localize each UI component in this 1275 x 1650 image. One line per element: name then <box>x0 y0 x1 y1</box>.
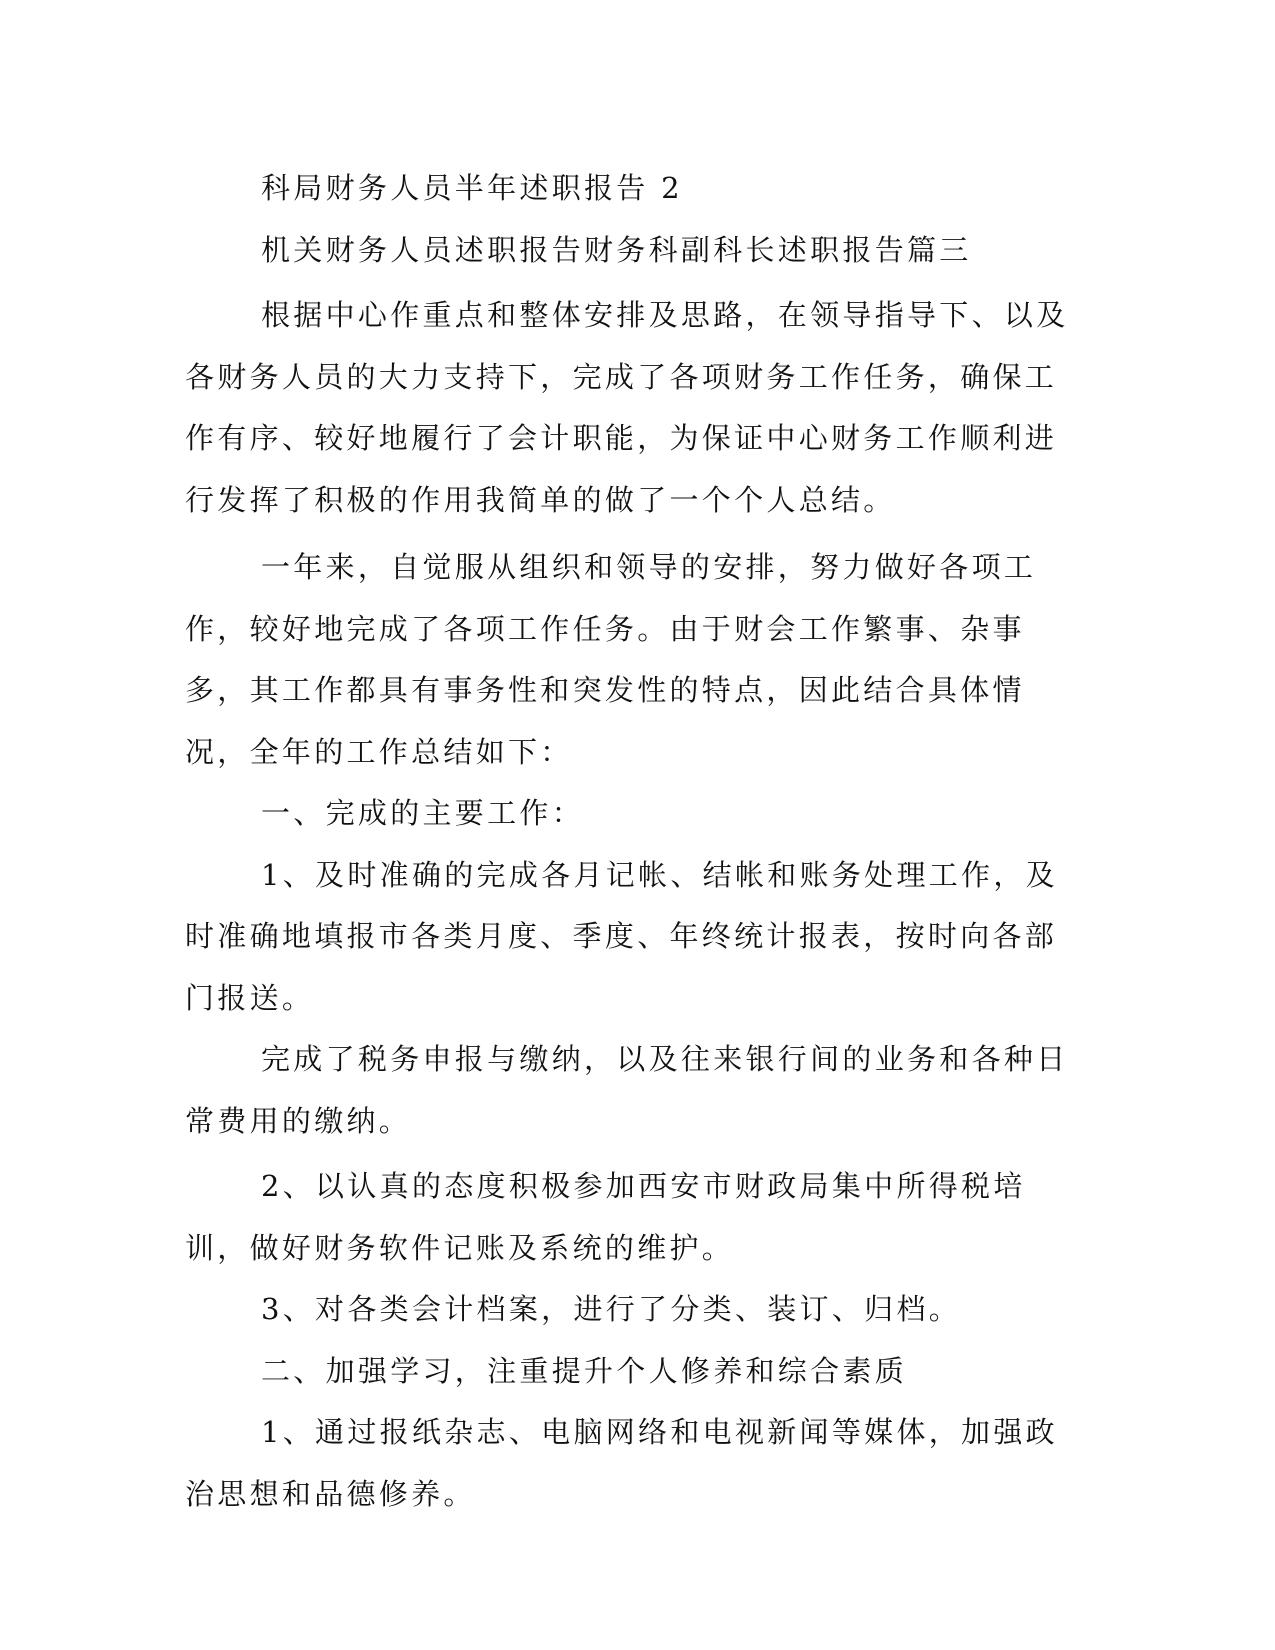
section-heading-main-work: 一、完成的主要工作： <box>261 796 585 830</box>
list-item-media-study: 1、通过报纸杂志、电脑网络和电视新闻等媒体，加强政治思想和品德修养。 <box>185 1415 1058 1511</box>
document-subtitle: 机关财务人员述职报告财务科副科长述职报告篇三 <box>261 232 972 267</box>
document-body <box>185 158 1075 1525</box>
list-item-bookkeeping: 1、及时准确的完成各月记帐、结帐和账务处理工作，及时准确地填报市各类月度、季度、年终统计报表，按时向各部门报送。 <box>185 857 1058 1015</box>
paragraph-intro: 根据中心作重点和整体安排及思路，在领导指导下、以及各财务人员的大力支持下，完成了各项财务工作任务，确保工作有序、较好地履行了会计职能，为保证中心财务工作顺利进行发挥了积极的作用我简单的做了一个个人总结。 <box>185 298 1069 517</box>
paragraph-year-summary: 一年来，自觉服从组织和领导的安排，努力做好各项工作，较好地完成了各项工作任务。由于财会工作繁事、杂事多，其工作都具有事务性和突发性的特点，因此结合具体情况，全年的工作总结如下： <box>185 550 1037 769</box>
paragraph-tax-payment: 完成了税务申报与缴纳，以及往来银行间的业务和各种日常费用的缴纳。 <box>185 1042 1069 1138</box>
list-item-training: 2、以认真的态度积极参加西安市财政局集中所得税培训，做好财务软件记账及系统的维护。 <box>185 1169 1026 1265</box>
list-item-archives: 3、对各类会计档案，进行了分类、装订、归档。 <box>261 1292 962 1326</box>
section-heading-study: 二、加强学习，注重提升个人修养和综合素质 <box>261 1353 908 1388</box>
document-title: 科局财务人员半年述职报告 2 <box>261 171 683 205</box>
